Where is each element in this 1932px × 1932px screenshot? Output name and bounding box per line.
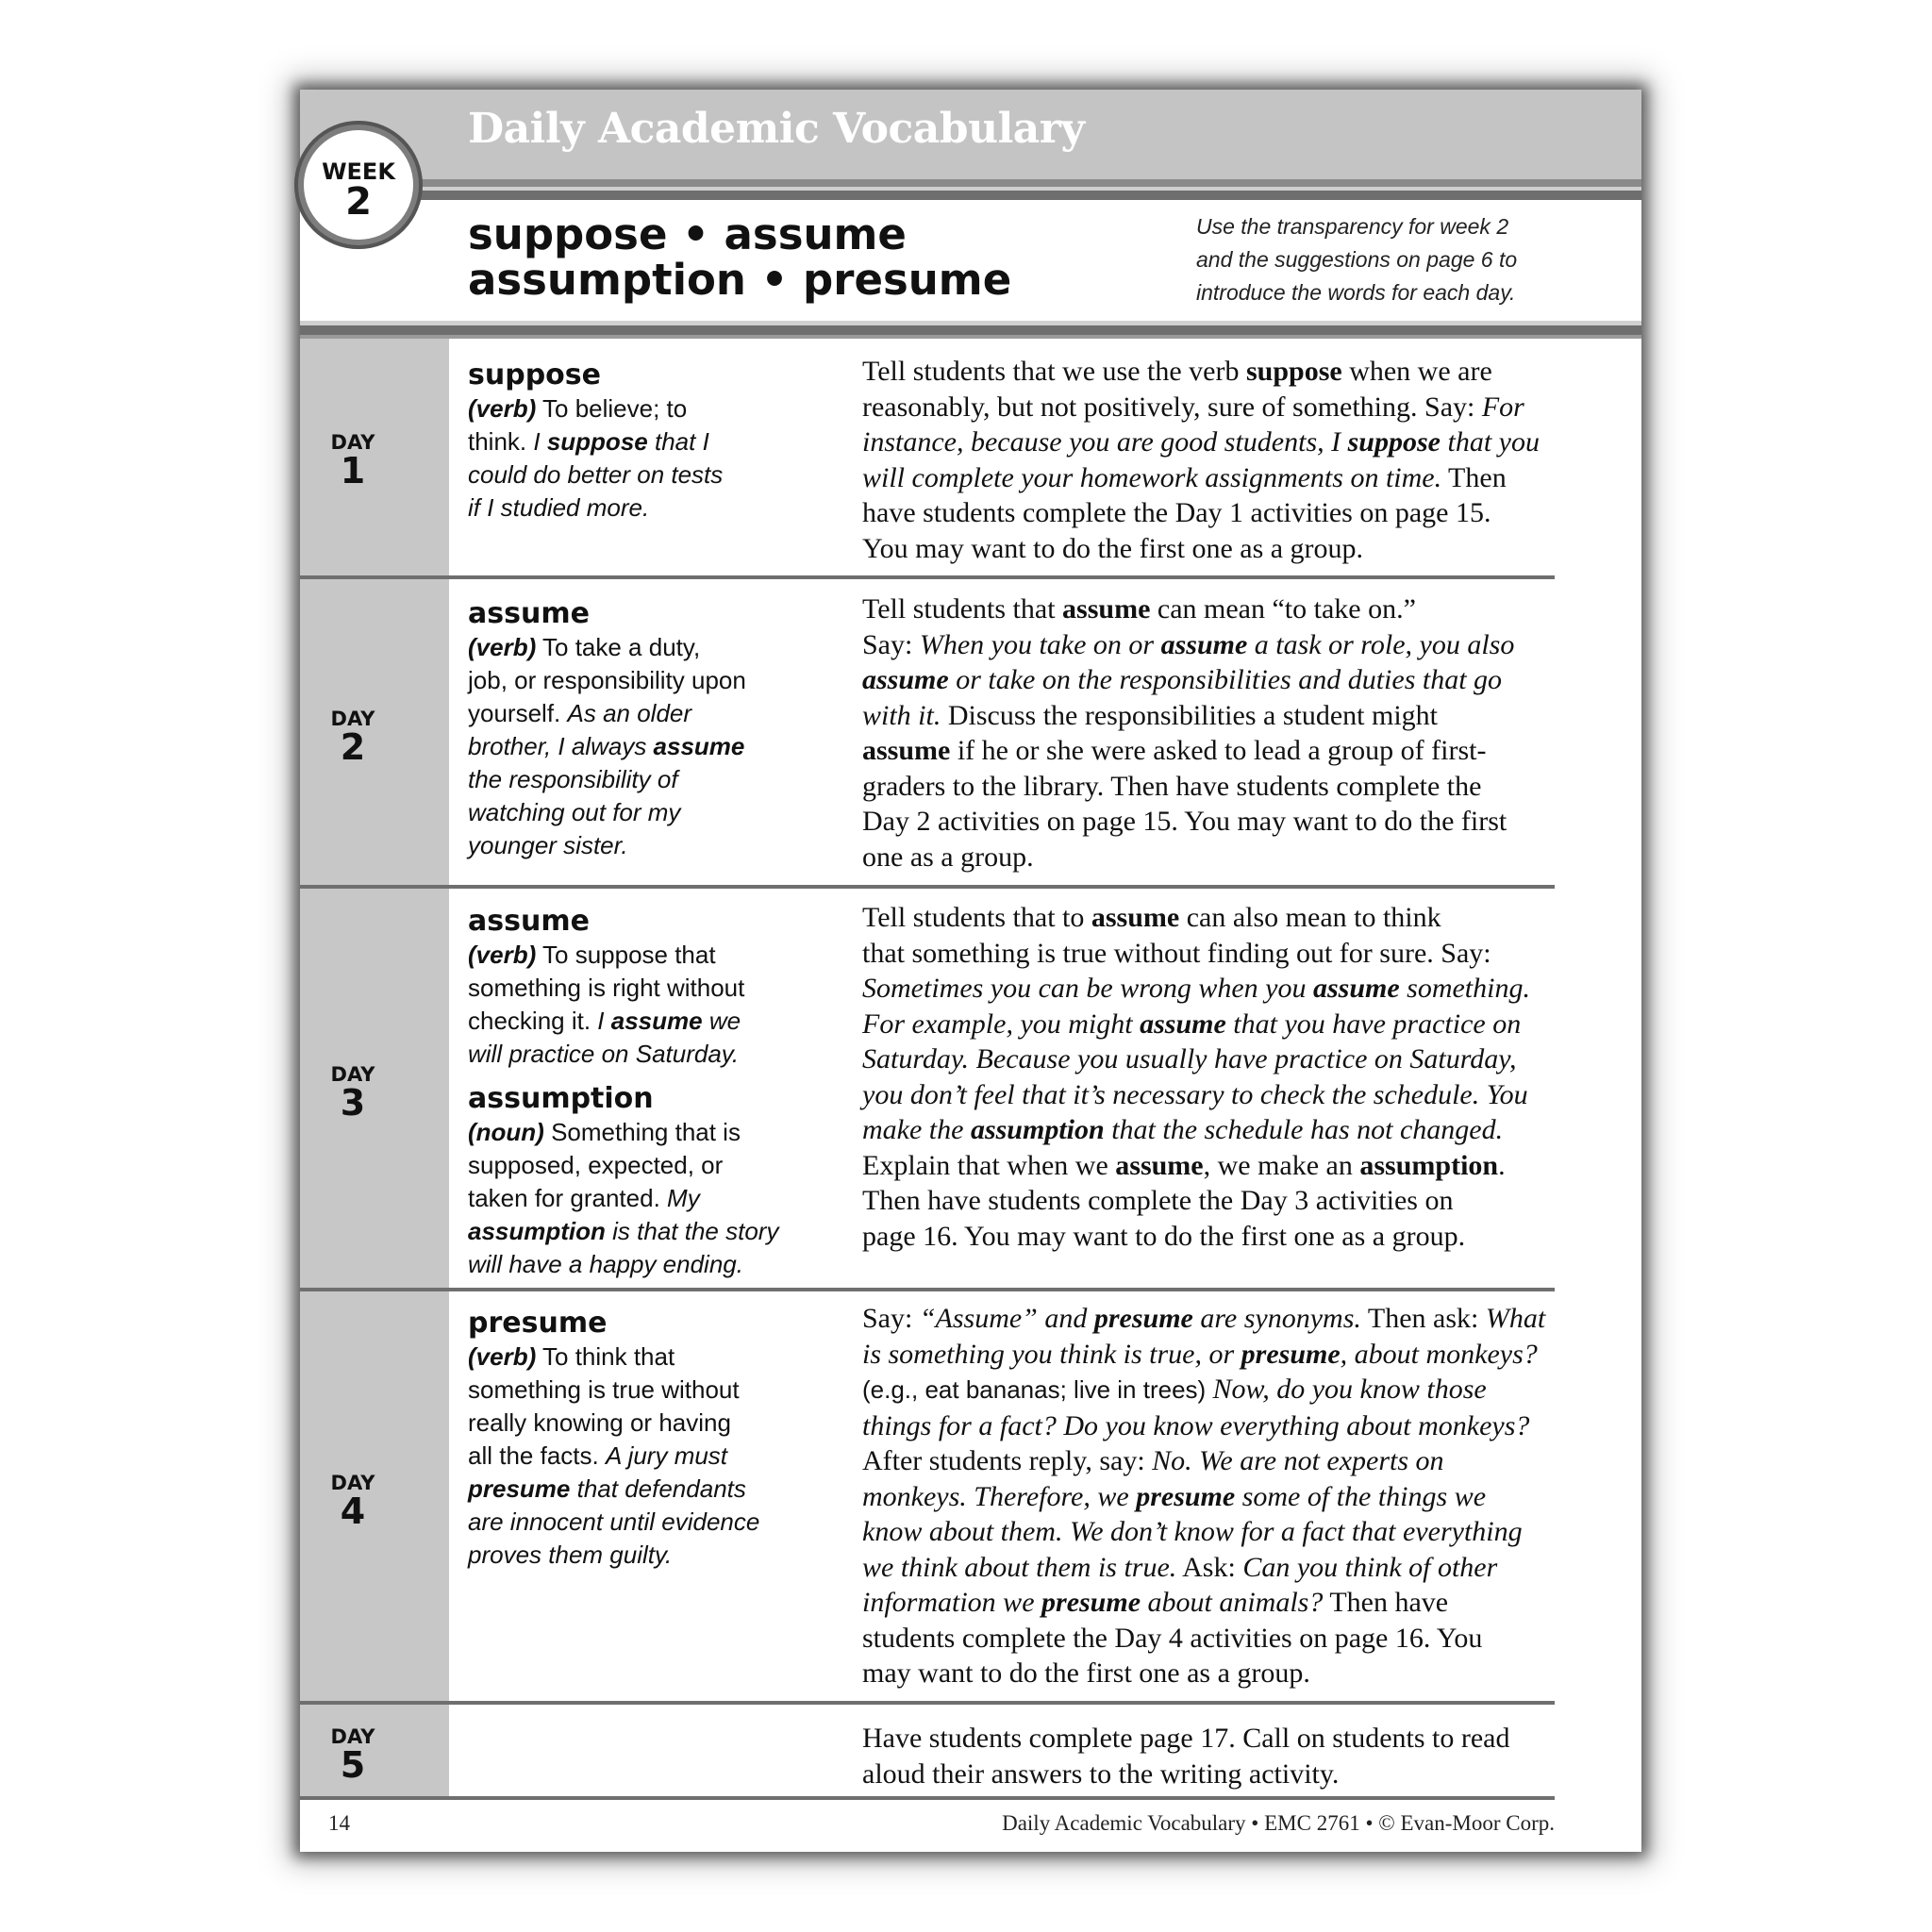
text-segment: can mean “to take on.” (1150, 593, 1416, 625)
text-segment: assume (1140, 1008, 1226, 1040)
day-number: 4 (340, 1491, 366, 1532)
text-segment: (verb) (468, 633, 537, 661)
text-segment: know about them. We don’t know for a fact that everything (862, 1516, 1523, 1547)
text-segment: presume (1093, 1303, 1193, 1334)
description-line (862, 900, 1541, 936)
text-segment: Tell students that (862, 593, 1063, 625)
day-3-label (300, 1063, 406, 1124)
text-segment: assumption (468, 1217, 606, 1245)
text-segment: the responsibility of (468, 765, 678, 793)
text-segment: “Assume” and (919, 1303, 1094, 1334)
description-line (862, 733, 1541, 769)
description-line (862, 1077, 1541, 1113)
description-line (862, 1301, 1546, 1337)
day-number: 5 (340, 1744, 366, 1786)
text-segment: After students reply, say: (862, 1445, 1153, 1476)
text-segment: assume (862, 735, 951, 766)
day-2-description (862, 591, 1541, 874)
definition-line (468, 1116, 808, 1149)
text-segment: Then (1441, 461, 1507, 493)
instruction-note-line: Use the transparency for week 2 (1196, 214, 1509, 239)
text-segment: with it. (862, 699, 941, 731)
description-line (862, 1112, 1541, 1148)
description-line (862, 1550, 1541, 1586)
text-segment: are synonyms. (1192, 1303, 1361, 1334)
text-segment: assumption (970, 1114, 1105, 1145)
text-segment: will complete your homework assignments on time. (862, 461, 1442, 493)
text-segment: Say: (862, 628, 920, 660)
text-segment: page 16. You may want to do the first one as a group. (862, 1220, 1466, 1252)
text-segment: could do better on tests (468, 460, 724, 489)
text-segment: Tell students that to (862, 902, 1091, 933)
copyright-credit: Daily Academic Vocabulary • EMC 2761 • © Evan-Moor Corp. (1002, 1811, 1555, 1835)
day-1-label (300, 432, 406, 489)
text-segment: something. (1399, 973, 1530, 1004)
text-segment: a task or role, you also (1247, 628, 1515, 660)
day-4-description (862, 1301, 1546, 1691)
text-segment: Saturday. Because you usually have practice on Saturday, (862, 1043, 1517, 1074)
description-line (862, 1408, 1541, 1444)
text-segment: No. We are not experts on (1152, 1445, 1444, 1476)
table-top-divider (300, 335, 1641, 339)
day-word: DAY (330, 431, 375, 454)
day-5-label (300, 1725, 406, 1786)
text-segment: about animals? (1141, 1587, 1324, 1618)
description-line (862, 1721, 1541, 1757)
description-line (862, 1372, 1541, 1408)
description-line (862, 627, 1541, 663)
text-segment: assume (1115, 1149, 1204, 1181)
text-segment: I (597, 1007, 611, 1035)
row-divider (300, 1288, 1555, 1291)
definition-line (468, 763, 808, 796)
text-segment: To suppose that (536, 941, 716, 969)
week-badge (294, 121, 423, 249)
text-segment: checking it. (468, 1007, 598, 1035)
text-segment: Sometimes you can be wrong when you (862, 973, 1313, 1004)
text-segment: watching out for my (468, 798, 681, 826)
text-segment: information we (862, 1587, 1042, 1618)
day-number: 3 (340, 1082, 366, 1124)
text-segment: is that the story (605, 1217, 779, 1245)
day-1-description (862, 354, 1541, 566)
text-segment: you don’t feel that it’s necessary to check the schedule. You (862, 1078, 1528, 1110)
text-segment: . (1498, 1149, 1506, 1181)
row-divider (300, 575, 1555, 579)
row-divider (300, 1796, 1555, 1800)
description-line (862, 1219, 1541, 1255)
description-line (862, 1656, 1541, 1691)
description-line (862, 840, 1541, 875)
page-number: 14 (328, 1811, 350, 1835)
definition-line (468, 1215, 808, 1248)
definition-line (468, 1149, 808, 1182)
text-segment: (e.g., eat bananas; live in trees) (862, 1375, 1213, 1404)
text-segment: brother, I always (468, 732, 654, 760)
vocabulary-words-line-2: assumption • presume (468, 255, 1012, 305)
vocabulary-words-line-1: suppose • assume (468, 209, 907, 259)
text-segment: one as a group. (862, 841, 1034, 873)
text-segment: When you take on or (919, 628, 1161, 660)
definition-line (468, 697, 808, 730)
day-number: 2 (340, 726, 366, 768)
text-segment: To take a duty, (536, 633, 701, 661)
text-segment: something is right without (468, 974, 745, 1002)
text-segment: (verb) (468, 941, 537, 969)
text-segment: You may want to do the first one as a group. (862, 532, 1364, 564)
text-segment: monkeys. Therefore, we (862, 1480, 1137, 1512)
text-segment: when we are (1341, 356, 1492, 387)
definition-line (468, 491, 808, 525)
description-line (862, 591, 1541, 627)
week-number: 2 (345, 180, 372, 224)
text-segment: As an older (567, 699, 692, 727)
text-segment: presume (1041, 1587, 1141, 1618)
header-divider (300, 191, 1641, 200)
text-segment: taken for granted. (468, 1184, 668, 1212)
definition-line (468, 1440, 808, 1473)
text-segment: Tell students that we use the verb (862, 356, 1246, 387)
description-line (862, 1443, 1541, 1479)
week-label: WEEK (322, 158, 395, 185)
text-segment: assume (1312, 973, 1400, 1004)
text-segment: or take on the responsibilities and duties that go (948, 664, 1503, 695)
text-segment: can also mean to think (1179, 902, 1441, 933)
description-line (862, 936, 1541, 972)
definition-line (468, 796, 808, 829)
text-segment: (noun) (468, 1118, 544, 1146)
description-line (862, 390, 1541, 425)
description-line (862, 662, 1541, 698)
description-line (862, 425, 1541, 460)
text-segment: suppose (1347, 426, 1441, 458)
day-5-description (862, 1721, 1541, 1791)
definition-line (468, 1506, 808, 1539)
description-line (862, 1757, 1541, 1792)
table-top-divider (300, 325, 1641, 335)
definition-line (468, 1038, 808, 1071)
text-segment: Then have (1323, 1587, 1449, 1618)
description-line (862, 1337, 1541, 1373)
text-segment: if he or she were asked to lead a group of first- (950, 735, 1487, 766)
description-line (862, 495, 1541, 531)
definition-line (468, 1473, 808, 1506)
text-segment: assume (610, 1007, 703, 1035)
text-segment: For (1481, 391, 1524, 423)
definition-line (468, 458, 808, 491)
definition-line (468, 1005, 808, 1038)
text-segment: make the (862, 1114, 971, 1145)
text-segment: Ask: (1176, 1551, 1243, 1583)
day-2-label (300, 708, 406, 768)
text-segment: some of the things we (1235, 1480, 1487, 1512)
spacer (468, 1071, 808, 1082)
text-segment: we think about them is true. (862, 1551, 1177, 1583)
text-segment: assumption (1359, 1149, 1499, 1181)
day-number: 1 (340, 450, 366, 491)
text-segment: , we make an (1203, 1149, 1360, 1181)
header-band (300, 90, 1641, 179)
description-line (862, 1007, 1541, 1042)
text-segment: yourself. (468, 699, 568, 727)
description-line (862, 1183, 1541, 1219)
text-segment: younger sister. (468, 831, 628, 859)
text-segment: supposed, expected, or (468, 1151, 724, 1179)
definition-line (468, 1341, 808, 1374)
text-segment: Say: (862, 1303, 920, 1334)
day-2-definition (468, 597, 808, 862)
row-divider (300, 885, 1555, 889)
text-segment: that something is true without finding out for sure. Say: (862, 937, 1491, 969)
vocabulary-word: assume (468, 597, 590, 630)
text-segment: , about monkeys? (1340, 1338, 1538, 1370)
day-3-definition (468, 905, 808, 1281)
definition-line (468, 939, 808, 972)
text-segment: Can you think of other (1242, 1551, 1498, 1583)
description-line (862, 1041, 1541, 1077)
text-segment: aloud their answers to the writing activity. (862, 1757, 1340, 1790)
definition-line (468, 631, 808, 664)
definition-line (468, 1182, 808, 1215)
day-word: DAY (330, 708, 375, 730)
definition-line (468, 730, 808, 763)
description-line (862, 1148, 1541, 1184)
text-segment: suppose (1245, 356, 1342, 387)
instruction-note-line: and the suggestions on page 6 to (1196, 247, 1518, 272)
description-line (862, 1621, 1541, 1657)
description-line (862, 804, 1541, 840)
text-segment: if I studied more. (468, 493, 650, 522)
text-segment: that I (647, 427, 709, 456)
text-segment: assume (862, 664, 949, 695)
worksheet-page (300, 90, 1641, 1852)
day-4-label (300, 1472, 406, 1532)
text-segment: will have a happy ending. (468, 1250, 743, 1278)
text-segment: What (1485, 1303, 1546, 1334)
text-segment: presume (468, 1474, 571, 1503)
definition-line (468, 829, 808, 862)
instruction-note-line: introduce the words for each day. (1196, 280, 1516, 305)
text-segment: presume (1136, 1480, 1236, 1512)
text-segment: My (667, 1184, 700, 1212)
week-badge-inner (304, 130, 413, 240)
text-segment: all the facts. (468, 1441, 606, 1470)
text-segment: Then ask: (1360, 1303, 1486, 1334)
vocabulary-word: presume (468, 1307, 608, 1340)
description-line (862, 698, 1541, 734)
text-segment: Now, do you know those (1212, 1374, 1487, 1405)
text-segment: think. (468, 427, 534, 456)
definition-line (468, 1539, 808, 1572)
text-segment: Explain that when we (862, 1149, 1116, 1181)
description-line (862, 1514, 1541, 1550)
text-segment: instance, because you are good students, I (862, 426, 1348, 458)
text-segment: Discuss the responsibilities a student might (941, 699, 1438, 731)
description-line (862, 531, 1541, 567)
text-segment: presume (1241, 1338, 1341, 1370)
description-line (862, 971, 1541, 1007)
text-segment: I (533, 427, 547, 456)
day-word: DAY (330, 1472, 375, 1494)
text-segment: that defendants (570, 1474, 746, 1503)
text-segment: that you (1440, 426, 1540, 458)
text-segment: A jury must (605, 1441, 728, 1470)
text-segment: is something you think is true, or (862, 1338, 1241, 1370)
text-segment: To think that (536, 1342, 675, 1371)
text-segment: proves them guilty. (468, 1541, 673, 1569)
text-segment: Something that is (543, 1118, 741, 1146)
vocabulary-word: assume (468, 905, 590, 938)
text-segment: assume (1091, 902, 1180, 933)
day-word: DAY (330, 1725, 375, 1748)
text-segment: we (702, 1007, 741, 1035)
day-1-definition (468, 358, 808, 525)
text-segment: that you have practice on (1225, 1008, 1522, 1040)
text-segment: Day 2 activities on page 15. You may want to do the first (862, 806, 1507, 837)
text-segment: that the schedule has not changed. (1104, 1114, 1504, 1145)
text-segment: students complete the Day 4 activities on page 16. You (862, 1622, 1483, 1654)
description-line (862, 354, 1541, 390)
text-segment: reasonably, but not positively, sure of something. Say: (862, 391, 1482, 423)
definition-line (468, 392, 808, 425)
text-segment: graders to the library. Then have students complete the (862, 770, 1482, 802)
text-segment: assume (1160, 628, 1248, 660)
day-3-description (862, 900, 1541, 1254)
text-segment: Then have students complete the Day 3 activities on (862, 1185, 1454, 1216)
definition-line (468, 1374, 808, 1407)
description-line (862, 1479, 1541, 1515)
day-4-definition (468, 1307, 808, 1572)
definition-line (468, 1248, 808, 1281)
page-title: Daily Academic Vocabulary (468, 105, 1085, 153)
description-line (862, 1585, 1541, 1621)
text-segment: job, or responsibility upon (468, 666, 746, 694)
instruction-note (1196, 210, 1517, 309)
text-segment: For example, you might (862, 1008, 1141, 1040)
text-segment: may want to do the first one as a group. (862, 1657, 1310, 1689)
text-segment: will practice on Saturday. (468, 1040, 740, 1068)
text-segment: suppose (546, 427, 648, 456)
definition-line (468, 664, 808, 697)
header-divider (300, 179, 1641, 187)
text-segment: assume (653, 732, 745, 760)
day-word: DAY (330, 1063, 375, 1086)
text-segment: assume (1062, 593, 1151, 625)
text-segment: Have students complete page 17. Call on students to read (862, 1723, 1510, 1754)
vocabulary-word: suppose (468, 358, 601, 391)
text-segment: things for a fact? Do you know everything about monkeys? (862, 1409, 1530, 1441)
row-divider (300, 1701, 1555, 1705)
definition-line (468, 425, 808, 458)
definition-line (468, 1407, 808, 1440)
description-line (862, 769, 1541, 805)
text-segment: really knowing or having (468, 1408, 731, 1437)
description-line (862, 460, 1541, 496)
text-segment: (verb) (468, 1342, 537, 1371)
text-segment: something is true without (468, 1375, 740, 1404)
text-segment: To believe; to (536, 394, 688, 423)
text-segment: (verb) (468, 394, 537, 423)
definition-line (468, 972, 808, 1005)
text-segment: are innocent until evidence (468, 1507, 760, 1536)
text-segment: have students complete the Day 1 activities on page 15. (862, 497, 1491, 528)
vocabulary-word: assumption (468, 1082, 654, 1115)
